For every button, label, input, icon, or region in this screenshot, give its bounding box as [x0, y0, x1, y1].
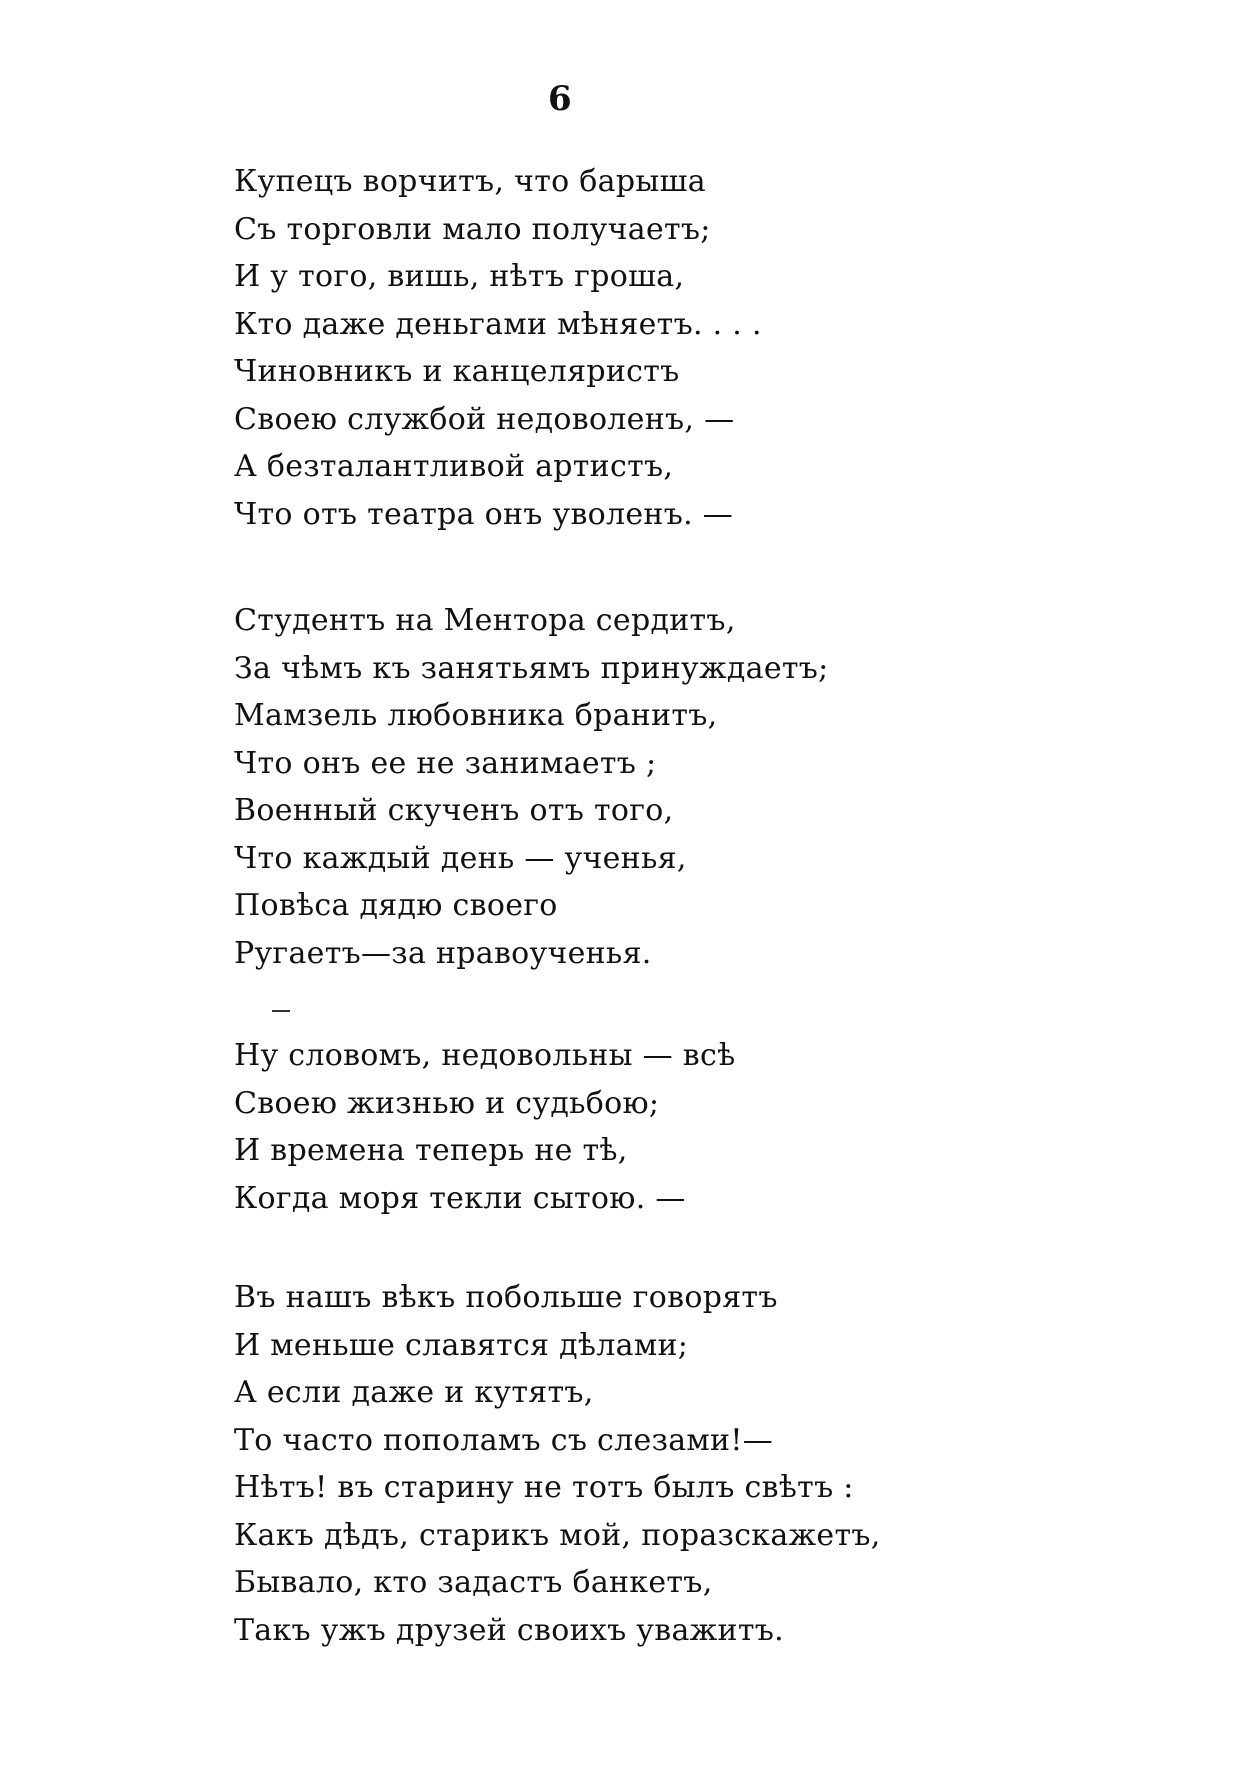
stanza-2: [234, 597, 1134, 977]
verse-line: Своею службой недоволенъ, —: [234, 401, 735, 437]
verse-line: Ну словомъ, недовольны — всѣ: [234, 1038, 736, 1073]
verse-line: Ругаетъ—за нравоученья.: [234, 935, 652, 971]
verse-line: Своею жизнью и судьбою;: [234, 1085, 660, 1121]
verse-line: Чиновникъ и канцеляристъ: [234, 354, 680, 389]
verse-line: Съ торговли мало получаетъ;: [234, 211, 711, 247]
verse-line: Бывало, кто задастъ банкетъ,: [234, 1565, 713, 1600]
verse-line: Что каждый день — ученья,: [234, 840, 687, 876]
verse-line: И у того, вишь, нѣтъ гроша,: [234, 259, 685, 294]
verse-line: Нѣтъ! въ старину не тотъ былъ свѣтъ :: [234, 1470, 854, 1505]
verse-line: Что отъ театра онъ уволенъ. —: [234, 496, 734, 532]
verse-line: И меньше славятся дѣлами;: [234, 1327, 689, 1363]
verse-line: Когда моря текли сытою. —: [234, 1180, 686, 1216]
stanza-4: [234, 1274, 1134, 1654]
page-number: 6: [548, 79, 572, 119]
verse-line: Что онъ ее не занимаетъ ;: [234, 745, 657, 781]
verse-line: Въ нашъ вѣкъ побольше говорятъ: [234, 1280, 778, 1315]
verse-line: Студентъ на Ментора сердитъ,: [234, 603, 736, 638]
verse-line: Купецъ ворчитъ, что барыша: [234, 164, 706, 199]
stray-ink-mark: [272, 1010, 290, 1012]
verse-line: А безталантливой артистъ,: [234, 449, 674, 484]
stanza-3: [234, 1032, 1134, 1222]
verse-line: Какъ дѣдъ, старикъ мой, поразскажетъ,: [234, 1517, 881, 1553]
verse-line: Военный скученъ отъ того,: [234, 793, 674, 828]
verse-line: Мамзель любовника бранитъ,: [234, 698, 718, 733]
verse-line: То часто пополамъ съ слезами!—: [234, 1422, 774, 1458]
stanza-1: [234, 158, 1134, 538]
verse-line: И времена теперь не тѣ,: [234, 1133, 628, 1168]
verse-line: Повѣса дядю своего: [234, 888, 558, 923]
verse-line: Такъ ужъ друзей своихъ уважитъ.: [234, 1612, 784, 1648]
verse-line: А если даже и кутятъ,: [234, 1375, 594, 1410]
verse-line: Кто даже деньгами мѣняетъ. . . .: [234, 306, 762, 342]
verse-line: За чѣмъ къ занятьямъ принуждаетъ;: [234, 650, 829, 686]
